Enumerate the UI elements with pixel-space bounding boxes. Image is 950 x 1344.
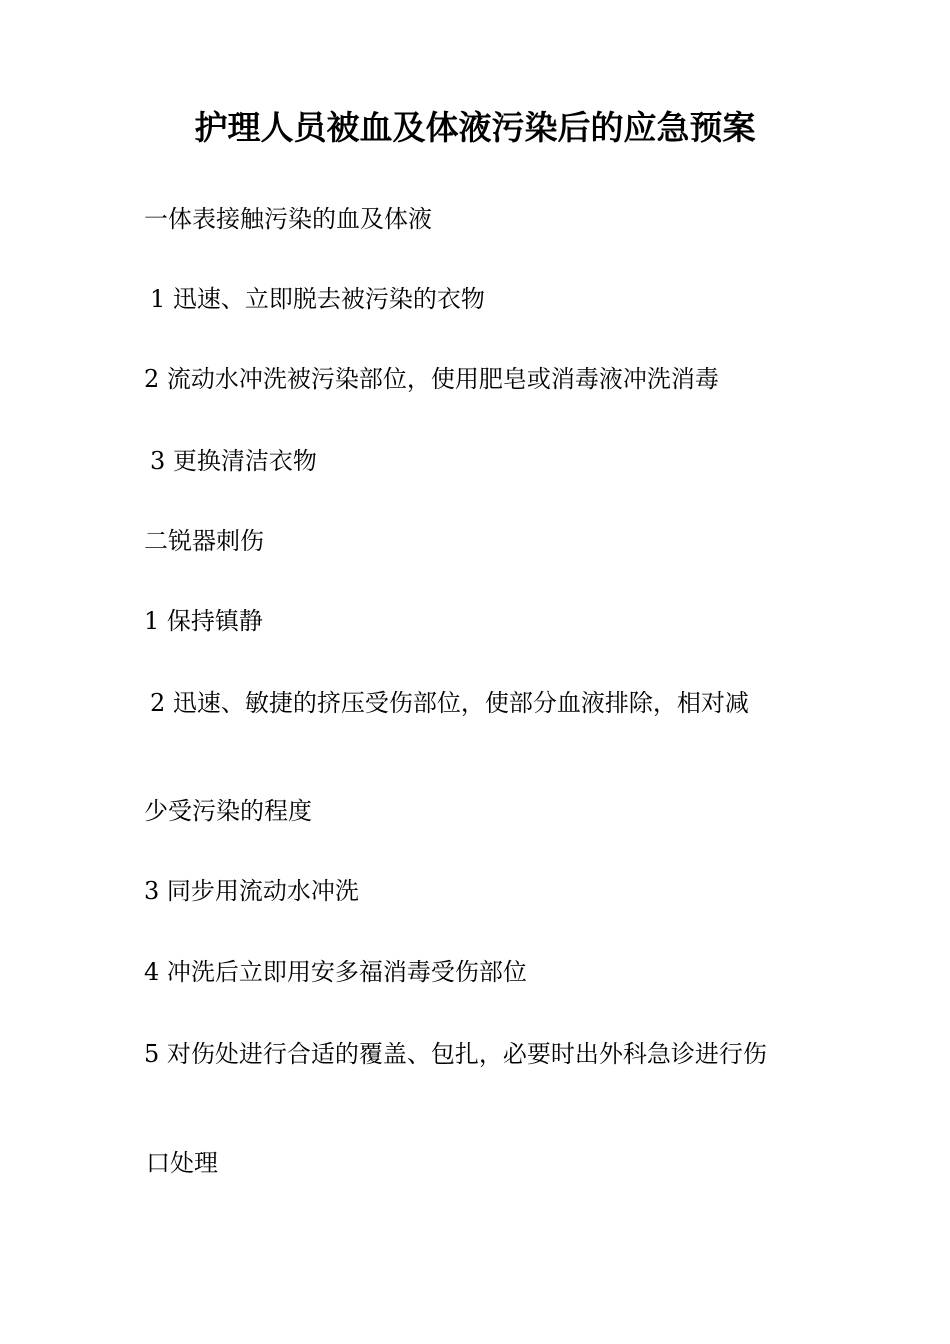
- document-title: 护理人员被血及体液污染后的应急预案: [194, 108, 756, 147]
- step-item: 3 同步用流动水冲洗: [144, 877, 359, 905]
- step-item: 4 冲洗后立即用安多福消毒受伤部位: [144, 958, 527, 986]
- step-item-continuation: 少受污染的程度: [144, 797, 312, 825]
- step-item: 1 迅速、立即脱去被污染的衣物: [150, 285, 485, 313]
- step-item-continuation: 口处理: [146, 1149, 218, 1177]
- step-item: 5 对伤处进行合适的覆盖、包扎，必要时出外科急诊进行伤: [144, 1040, 767, 1068]
- step-item: 2 迅速、敏捷的挤压受伤部位，使部分血液排除，相对减: [150, 689, 749, 717]
- section-heading-body-contact: 一体表接触污染的血及体液: [144, 205, 432, 233]
- section-heading-sharps-injury: 二锐器刺伤: [144, 527, 264, 555]
- step-item: 3 更换清洁衣物: [150, 447, 317, 475]
- step-item: 2 流动水冲洗被污染部位，使用肥皂或消毒液冲洗消毒: [144, 365, 719, 393]
- step-item: 1 保持镇静: [144, 607, 263, 635]
